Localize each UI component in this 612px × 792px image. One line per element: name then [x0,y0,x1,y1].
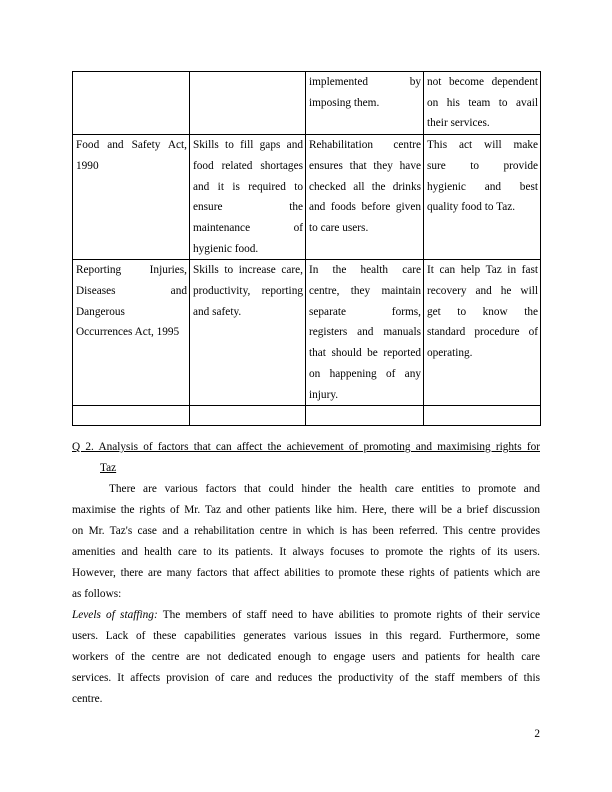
cell-line: Skills to fill gaps and [193,139,303,152]
question-heading [72,437,540,479]
table-row [73,72,541,135]
paragraph-line: as follows: [72,588,122,600]
table-cell-empty [424,406,541,426]
body-text [72,437,540,710]
cell-line: Reporting Injuries, [76,264,187,277]
staffing-first-line: The members of staff need to have abilities to promote rights of their service [157,609,540,621]
table-cell-benefit [424,72,541,135]
cell-line: Food and Safety Act, [76,139,187,152]
cell-line: not become dependent [427,76,538,88]
table-cell-legislation [73,72,190,135]
table-cell-empty [73,406,190,426]
cell-line: Dangerous [76,305,125,318]
cell-line: hygienic food. [193,242,259,255]
cell-line: ensures that they have [309,159,421,172]
cell-line: Skills to increase care, [193,264,303,277]
cell-line: separate forms, [309,305,421,318]
cell-line: centre, they maintain [309,285,421,298]
table-cell-centre-practice [306,260,424,406]
question-heading-line: Q 2. Analysis of factors that can affect the achievement of promoting and maximising rights for [72,441,540,453]
cell-line: checked all the drinks [309,180,421,193]
table-cell-empty [190,406,306,426]
cell-line: to care users. [309,221,369,234]
table-cell-centre-practice [306,72,424,135]
cell-line: ensure the [193,201,303,214]
cell-line: It can help Taz in fast [427,264,538,277]
paragraph-line: maximise the rights of Mr. Taz and other patients like him. Here, there will be a brief discussion [72,504,540,516]
cell-line: and safety. [193,305,242,318]
table-cell-skills [190,72,306,135]
cell-line: Rehabilitation centre [309,139,421,152]
cell-line: recovery and he will [427,285,538,298]
legislation-table-body [73,72,541,426]
paragraph-line: on Mr. Taz's case and a rehabilitation centre in which is has been referred. This centre provides [72,525,540,537]
cell-line: and it is required to [193,180,303,193]
cell-line: Diseases and [76,285,187,298]
cell-line: and foods before given [309,201,421,214]
paragraph-line: workers of the centre are not dedicated enough to engage users and patients for health care [72,651,540,663]
intro-paragraph [72,479,540,605]
table-cell-legislation [73,260,190,406]
cell-line: implemented by [309,76,421,88]
cell-line: productivity, reporting [193,285,303,298]
table-cell-empty [306,406,424,426]
cell-line: standard procedure of [427,326,538,339]
staffing-paragraph [72,605,540,710]
table-cell-benefit [424,135,541,260]
table-cell-centre-practice [306,135,424,260]
cell-line: their services. [427,117,490,130]
table-row-empty [73,406,541,426]
cell-line: sure to provide [427,159,538,172]
cell-line: injury. [309,388,339,401]
paragraph-line: users. Lack of these capabilities generates various issues in this regard. Furthermore, some [72,630,540,642]
cell-line: 1990 [76,159,99,172]
cell-line: food related shortages [193,159,303,172]
staffing-label: Levels of staffing: [72,609,158,621]
cell-line: get to know the [427,305,538,318]
cell-line: imposing them. [309,96,380,109]
paragraph-line: There are various factors that could hinder the health care entities to promote and [109,483,540,495]
table-cell-benefit [424,260,541,406]
cell-line: In the health care [309,264,421,277]
cell-line: quality food to Taz. [427,201,516,214]
paragraph-line: amenities and health care to its patients. It always focuses to promote the rights of its users. [72,546,540,558]
table-row [73,135,541,260]
cell-line: on happening of any [309,367,421,380]
paragraph-line: However, there are many factors that affect abilities to promote these rights of patients which are [72,567,540,579]
table-cell-skills [190,260,306,406]
cell-line: This act will make [427,139,538,152]
paragraph-line: services. It affects provision of care and reduces the productivity of the staff members of this [72,672,540,684]
table-cell-skills [190,135,306,260]
question-heading-line: Taz [100,462,117,474]
cell-line: that should be reported [309,347,421,360]
cell-line: operating. [427,347,473,360]
legislation-table [72,71,541,426]
cell-line: hygienic and best [427,180,538,193]
table-cell-legislation [73,135,190,260]
paragraph-line [72,605,540,626]
cell-line: on his team to avail [427,96,538,109]
cell-line: Occurrences Act, 1995 [76,326,180,339]
table-row [73,260,541,406]
cell-line: registers and manuals [309,326,421,339]
paragraph-line: centre. [72,693,103,705]
page-number: 2 [534,728,540,740]
cell-line: maintenance of [193,221,303,234]
